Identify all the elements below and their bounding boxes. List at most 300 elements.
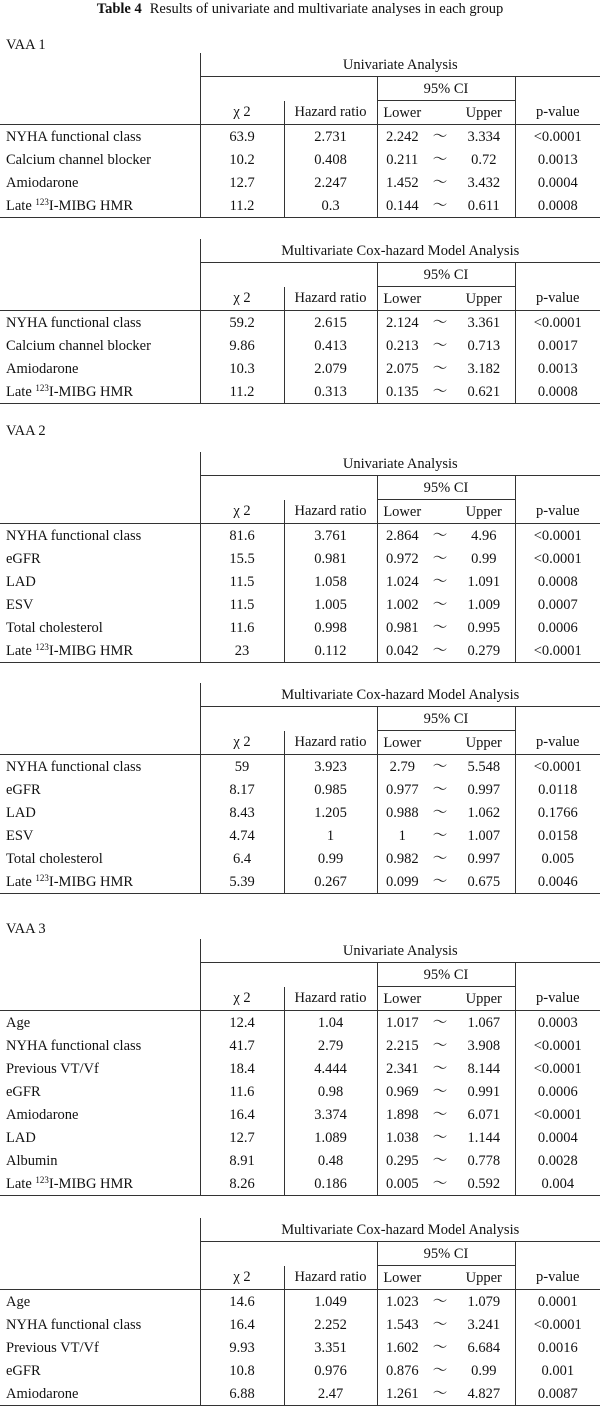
p-value-header: p-value xyxy=(515,731,600,755)
header-blank xyxy=(0,287,200,311)
ci-upper-value: 1.091 xyxy=(467,573,501,590)
header-blank xyxy=(0,263,200,287)
ci-lower-value: 0.972 xyxy=(377,547,427,570)
p-value: 0.005 xyxy=(515,847,600,870)
ci-lower-value: 0.969 xyxy=(377,1080,427,1103)
chi-square-value: 11.5 xyxy=(200,570,284,593)
ci-lower-value: 0.876 xyxy=(377,1359,427,1382)
ci-lower-value: 0.988 xyxy=(377,801,427,824)
header-blank xyxy=(0,77,200,101)
ci-lower-value: 0.981 xyxy=(377,616,427,639)
p-value: 0.1766 xyxy=(515,801,600,824)
chi-square-value: 8.26 xyxy=(200,1172,284,1196)
ci-lower-value: 2.864 xyxy=(377,524,427,548)
table-row xyxy=(0,1359,600,1382)
variable-name: NYHA functional class xyxy=(6,758,142,775)
tilde-separator: ～ xyxy=(432,314,448,331)
tilde-separator: ～ xyxy=(432,1293,448,1310)
chi-square-value: 11.2 xyxy=(200,380,284,404)
p-value: 0.0046 xyxy=(515,870,600,894)
upper-header: Upper xyxy=(453,1266,515,1290)
tilde-separator: ～ xyxy=(432,1060,448,1077)
chi-square-value: 10.8 xyxy=(200,1359,284,1382)
ci-lower-value: 2.124 xyxy=(377,311,427,335)
hazard-ratio-value: 2.615 xyxy=(284,311,377,335)
header-blank xyxy=(0,939,200,963)
header-blank xyxy=(427,287,453,311)
ci-lower-value: 2.075 xyxy=(377,357,427,380)
header-blank xyxy=(427,987,453,1011)
tilde-separator: ～ xyxy=(432,360,448,377)
ci-lower-value: 0.295 xyxy=(377,1149,427,1172)
ci-upper-value: 0.778 xyxy=(467,1152,501,1169)
p-value-header: p-value xyxy=(515,987,600,1011)
tilde-separator: ～ xyxy=(432,1316,448,1333)
chi-square-value: 5.39 xyxy=(200,870,284,894)
table-row xyxy=(0,311,600,335)
table-row xyxy=(0,616,600,639)
variable-name: NYHA functional class xyxy=(6,1037,142,1054)
header-blank xyxy=(200,263,377,287)
tilde-separator: ～ xyxy=(432,527,448,544)
hazard-ratio-value: 1.005 xyxy=(284,593,377,616)
hazard-ratio-value: 0.98 xyxy=(284,1080,377,1103)
hazard-ratio-value: 1.205 xyxy=(284,801,377,824)
table-row xyxy=(0,570,600,593)
ci-lower-value: 1.602 xyxy=(377,1336,427,1359)
p-value: 0.0007 xyxy=(515,593,600,616)
table-row xyxy=(0,1290,600,1314)
chi-square-value: 10.3 xyxy=(200,357,284,380)
header-blank xyxy=(0,707,200,731)
hazard-ratio-value: 2.79 xyxy=(284,1034,377,1057)
chi-square-value: 12.7 xyxy=(200,171,284,194)
chi-square-header: χ 2 xyxy=(200,1266,284,1290)
ci-upper-value: 0.675 xyxy=(453,870,515,894)
ci-upper-value: 1.079 xyxy=(467,1293,501,1310)
hazard-ratio-value: 0.313 xyxy=(284,380,377,404)
ci-upper-value: 1.062 xyxy=(467,804,501,821)
variable-name: LAD xyxy=(6,573,36,590)
hazard-ratio-value: 2.079 xyxy=(284,357,377,380)
ci-lower-value: 0.977 xyxy=(377,778,427,801)
p-value: <0.0001 xyxy=(515,524,600,548)
variable-name: Calcium channel blocker xyxy=(6,337,151,354)
hazard-ratio-header: Hazard ratio xyxy=(284,101,377,125)
p-value: 0.0158 xyxy=(515,824,600,847)
variable-name: Amiodarone xyxy=(0,1382,200,1406)
variable-name: Previous VT/Vf xyxy=(6,1339,99,1356)
variable-name: eGFR xyxy=(6,781,41,798)
tilde-separator: ～ xyxy=(432,619,448,636)
hazard-ratio-value: 0.186 xyxy=(284,1172,377,1196)
chi-square-value: 41.7 xyxy=(200,1034,284,1057)
ci-lower-value: 1 xyxy=(377,824,427,847)
analysis-title: Univariate Analysis xyxy=(200,53,600,77)
chi-square-value: 8.17 xyxy=(200,778,284,801)
p-value: 0.0003 xyxy=(515,1011,600,1035)
header-blank xyxy=(200,963,377,987)
tilde-separator: ～ xyxy=(427,194,453,218)
p-value-header: p-value xyxy=(515,500,600,524)
p-value: 0.0017 xyxy=(515,334,600,357)
hazard-ratio-value: 1.058 xyxy=(284,570,377,593)
table-number: Table 4 xyxy=(96,1,142,17)
ci-upper-value: 0.997 xyxy=(467,850,501,867)
p-value: <0.0001 xyxy=(515,755,600,779)
ci-upper-value: 4.96 xyxy=(471,527,497,544)
upper-header: Upper xyxy=(453,731,515,755)
analysis-title: Univariate Analysis xyxy=(200,452,600,476)
chi-square-value: 8.91 xyxy=(200,1149,284,1172)
tilde-separator: ～ xyxy=(432,1106,448,1123)
ci-lower-value: 1.543 xyxy=(377,1313,427,1336)
header-blank xyxy=(427,101,453,125)
ci-upper-value: 3.361 xyxy=(467,314,501,331)
hazard-ratio-header: Hazard ratio xyxy=(284,731,377,755)
ci-header: 95% CI xyxy=(377,476,515,500)
variable-name: Age xyxy=(6,1014,31,1031)
table-row xyxy=(0,380,600,404)
ci-lower-value: 2.242 xyxy=(377,125,427,149)
chi-square-value: 12.4 xyxy=(200,1011,284,1035)
header-blank xyxy=(0,53,200,77)
hazard-ratio-value: 3.351 xyxy=(284,1336,377,1359)
ci-upper-value: 3.241 xyxy=(467,1316,501,1333)
hazard-ratio-value: 1.049 xyxy=(284,1290,377,1314)
header-blank xyxy=(0,963,200,987)
ci-upper-value: 3.432 xyxy=(467,174,501,191)
table-row xyxy=(0,1034,600,1057)
variable-name: LAD xyxy=(6,804,36,821)
p-value: 0.0008 xyxy=(515,570,600,593)
p-value: <0.0001 xyxy=(515,1313,600,1336)
chi-square-value: 9.86 xyxy=(200,334,284,357)
variable-name: ESV xyxy=(6,596,34,613)
variable-name: NYHA functional class xyxy=(6,128,142,145)
table-row xyxy=(0,125,600,149)
hazard-ratio-header: Hazard ratio xyxy=(284,1266,377,1290)
p-value: 0.0001 xyxy=(515,1290,600,1314)
p-value: <0.0001 xyxy=(515,311,600,335)
chi-square-value: 11.6 xyxy=(200,616,284,639)
variable-name: Amiodarone xyxy=(6,174,79,191)
hazard-ratio-value: 3.923 xyxy=(284,755,377,779)
p-value-header: p-value xyxy=(515,1266,600,1290)
ci-lower-value: 0.005 xyxy=(377,1172,427,1196)
tilde-separator: ～ xyxy=(432,128,448,145)
ci-lower-value: 1.024 xyxy=(377,570,427,593)
table-row xyxy=(0,755,600,779)
p-value: <0.0001 xyxy=(515,1103,600,1126)
header-blank xyxy=(427,1266,453,1290)
univariate-table xyxy=(0,53,600,218)
chi-square-header: χ 2 xyxy=(200,287,284,311)
table-row xyxy=(0,1336,600,1359)
chi-square-value: 9.93 xyxy=(200,1336,284,1359)
ci-upper-value: 0.997 xyxy=(467,781,501,798)
analysis-title: Multivariate Cox-hazard Model Analysis xyxy=(200,683,600,707)
header-blank xyxy=(200,476,377,500)
ci-lower-value: 1.452 xyxy=(377,171,427,194)
variable-name: NYHA functional class xyxy=(6,314,142,331)
header-blank xyxy=(0,101,200,125)
table-row xyxy=(0,1057,600,1080)
chi-square-header: χ 2 xyxy=(200,500,284,524)
tilde-separator: ～ xyxy=(427,870,453,894)
chi-square-value: 63.9 xyxy=(200,125,284,149)
header-blank xyxy=(0,987,200,1011)
chi-square-value: 59.2 xyxy=(200,311,284,335)
ci-upper-value: 0.99 xyxy=(471,550,497,567)
tilde-separator: ～ xyxy=(432,827,448,844)
ci-lower-value: 0.135 xyxy=(377,380,427,404)
lower-header: Lower xyxy=(377,287,427,311)
p-value: 0.001 xyxy=(515,1359,600,1382)
ci-lower-value: 0.211 xyxy=(377,148,427,171)
univariate-table xyxy=(0,452,600,663)
tilde-separator: ～ xyxy=(432,850,448,867)
ci-upper-value: 8.144 xyxy=(467,1060,501,1077)
lower-header: Lower xyxy=(377,500,427,524)
p-value: 0.0013 xyxy=(515,148,600,171)
ci-upper-value: 0.991 xyxy=(467,1083,501,1100)
p-value: 0.0028 xyxy=(515,1149,600,1172)
p-value: 0.0008 xyxy=(515,194,600,218)
header-blank xyxy=(0,1266,200,1290)
tilde-separator: ～ xyxy=(432,1037,448,1054)
ci-upper-value: 1.009 xyxy=(467,596,501,613)
ci-lower-value: 2.79 xyxy=(377,755,427,779)
table-row xyxy=(0,1382,600,1406)
chi-square-value: 6.4 xyxy=(200,847,284,870)
ci-upper-value: 0.995 xyxy=(467,619,501,636)
lower-header: Lower xyxy=(377,1266,427,1290)
ci-upper-value: 1.144 xyxy=(467,1129,501,1146)
tilde-separator: ～ xyxy=(432,781,448,798)
tilde-separator: ～ xyxy=(432,1152,448,1169)
tilde-separator: ～ xyxy=(432,1014,448,1031)
chi-square-value: 11.5 xyxy=(200,593,284,616)
chi-square-value: 8.43 xyxy=(200,801,284,824)
ci-lower-value: 2.215 xyxy=(377,1034,427,1057)
header-blank xyxy=(515,476,600,500)
p-value: <0.0001 xyxy=(515,1057,600,1080)
hazard-ratio-value: 0.48 xyxy=(284,1149,377,1172)
hazard-ratio-value: 3.374 xyxy=(284,1103,377,1126)
header-blank xyxy=(0,1218,200,1242)
tilde-separator: ～ xyxy=(432,1083,448,1100)
lower-header: Lower xyxy=(377,101,427,125)
table-row xyxy=(0,547,600,570)
header-blank xyxy=(0,731,200,755)
chi-square-value: 16.4 xyxy=(200,1103,284,1126)
p-value: 0.0006 xyxy=(515,616,600,639)
p-value: 0.0004 xyxy=(515,1126,600,1149)
table-row xyxy=(0,824,600,847)
table-row xyxy=(0,334,600,357)
ci-upper-value: 1.007 xyxy=(467,827,501,844)
ci-header: 95% CI xyxy=(377,263,515,287)
chi-square-value: 11.6 xyxy=(200,1080,284,1103)
analysis-title: Multivariate Cox-hazard Model Analysis xyxy=(200,1218,600,1242)
variable-name: Amiodarone xyxy=(6,1106,79,1123)
tilde-separator: ～ xyxy=(432,550,448,567)
hazard-ratio-value: 0.267 xyxy=(284,870,377,894)
chi-square-value: 16.4 xyxy=(200,1313,284,1336)
chi-square-header: χ 2 xyxy=(200,987,284,1011)
hazard-ratio-value: 1.04 xyxy=(284,1011,377,1035)
ci-upper-value: 4.827 xyxy=(453,1382,515,1406)
table-row xyxy=(0,1103,600,1126)
tilde-separator: ～ xyxy=(432,758,448,775)
header-blank xyxy=(0,500,200,524)
header-blank xyxy=(200,1242,377,1266)
header-blank xyxy=(427,500,453,524)
p-value: 0.0118 xyxy=(515,778,600,801)
ci-header: 95% CI xyxy=(377,963,515,987)
lower-header: Lower xyxy=(377,731,427,755)
header-blank xyxy=(515,77,600,101)
table-row xyxy=(0,1149,600,1172)
p-value: 0.0016 xyxy=(515,1336,600,1359)
variable-name: Age xyxy=(6,1293,31,1310)
hazard-ratio-value: 2.731 xyxy=(284,125,377,149)
table-row xyxy=(0,524,600,548)
variable-name: ESV xyxy=(6,827,34,844)
table-row xyxy=(0,1080,600,1103)
group-label: VAA 1 xyxy=(6,37,46,53)
table-caption xyxy=(0,0,600,18)
hazard-ratio-value: 4.444 xyxy=(284,1057,377,1080)
p-value: 0.0008 xyxy=(515,380,600,404)
hazard-ratio-header: Hazard ratio xyxy=(284,987,377,1011)
chi-square-value: 11.2 xyxy=(200,194,284,218)
ci-upper-value: 5.548 xyxy=(467,758,501,775)
ci-upper-value: 3.182 xyxy=(467,360,501,377)
variable-name: Late $^{123}$I-MIBG HMR xyxy=(0,194,200,218)
analysis-title: Univariate Analysis xyxy=(200,939,600,963)
table-row xyxy=(0,639,600,663)
hazard-ratio-value: 0.985 xyxy=(284,778,377,801)
table-row xyxy=(0,148,600,171)
upper-header: Upper xyxy=(453,500,515,524)
ci-upper-value: 0.72 xyxy=(471,151,497,168)
ci-lower-value: 1.261 xyxy=(377,1382,427,1406)
ci-upper-value: 0.621 xyxy=(453,380,515,404)
ci-lower-value: 0.982 xyxy=(377,847,427,870)
ci-upper-value: 0.99 xyxy=(471,1362,497,1379)
tilde-separator: ～ xyxy=(432,596,448,613)
ci-lower-value: 0.144 xyxy=(377,194,427,218)
chi-square-value: 6.88 xyxy=(200,1382,284,1406)
table-title: Results of univariate and multivariate analyses in each group xyxy=(149,1,504,17)
chi-square-value: 23 xyxy=(200,639,284,663)
tilde-separator: ～ xyxy=(432,1362,448,1379)
table-row xyxy=(0,357,600,380)
p-value: <0.0001 xyxy=(515,639,600,663)
variable-name: eGFR xyxy=(6,1083,41,1100)
header-blank xyxy=(0,239,200,263)
ci-upper-value: 0.611 xyxy=(453,194,515,218)
p-value: 0.0004 xyxy=(515,171,600,194)
univariate-table xyxy=(0,939,600,1196)
variable-name: Late $^{123}$I-MIBG HMR xyxy=(0,870,200,894)
header-blank xyxy=(0,452,200,476)
lower-header: Lower xyxy=(377,987,427,1011)
header-blank xyxy=(0,476,200,500)
ci-lower-value: 0.213 xyxy=(377,334,427,357)
tilde-separator: ～ xyxy=(432,1339,448,1356)
ci-lower-value: 1.017 xyxy=(377,1011,427,1035)
ci-lower-value: 1.038 xyxy=(377,1126,427,1149)
tilde-separator: ～ xyxy=(432,151,448,168)
chi-square-value: 15.5 xyxy=(200,547,284,570)
ci-lower-value: 2.341 xyxy=(377,1057,427,1080)
ci-lower-value: 1.898 xyxy=(377,1103,427,1126)
ci-lower-value: 1.023 xyxy=(377,1290,427,1314)
analysis-title: Multivariate Cox-hazard Model Analysis xyxy=(200,239,600,263)
ci-upper-value: 3.908 xyxy=(467,1037,501,1054)
ci-upper-value: 3.334 xyxy=(467,128,501,145)
ci-upper-value: 6.071 xyxy=(467,1106,501,1123)
ci-header: 95% CI xyxy=(377,1242,515,1266)
upper-header: Upper xyxy=(453,987,515,1011)
hazard-ratio-header: Hazard ratio xyxy=(284,287,377,311)
hazard-ratio-value: 0.112 xyxy=(284,639,377,663)
ci-upper-value: 0.592 xyxy=(453,1172,515,1196)
table-row xyxy=(0,778,600,801)
multivariate-table xyxy=(0,683,600,894)
chi-square-header: χ 2 xyxy=(200,731,284,755)
table-row xyxy=(0,1313,600,1336)
hazard-ratio-value: 1 xyxy=(284,824,377,847)
hazard-ratio-value: 1.089 xyxy=(284,1126,377,1149)
table-row xyxy=(0,1011,600,1035)
header-blank xyxy=(515,1242,600,1266)
table-row xyxy=(0,1126,600,1149)
header-blank xyxy=(200,707,377,731)
p-value: 0.004 xyxy=(515,1172,600,1196)
ci-upper-value: 0.713 xyxy=(467,337,501,354)
variable-name: Calcium channel blocker xyxy=(6,151,151,168)
variable-name: NYHA functional class xyxy=(6,527,142,544)
variable-name: Total cholesterol xyxy=(6,619,103,636)
variable-name: Previous VT/Vf xyxy=(6,1060,99,1077)
ci-lower-value: 1.002 xyxy=(377,593,427,616)
table-row xyxy=(0,801,600,824)
ci-upper-value: 6.684 xyxy=(467,1339,501,1356)
table-row xyxy=(0,171,600,194)
tilde-separator: ～ xyxy=(427,639,453,663)
variable-name: Amiodarone xyxy=(6,360,79,377)
chi-square-value: 18.4 xyxy=(200,1057,284,1080)
ci-upper-value: 1.067 xyxy=(467,1014,501,1031)
tilde-separator: ～ xyxy=(432,337,448,354)
hazard-ratio-value: 2.252 xyxy=(284,1313,377,1336)
p-value: 0.0006 xyxy=(515,1080,600,1103)
chi-square-value: 81.6 xyxy=(200,524,284,548)
tilde-separator: ～ xyxy=(427,380,453,404)
multivariate-table xyxy=(0,1218,600,1406)
header-blank xyxy=(515,963,600,987)
p-value: <0.0001 xyxy=(515,1034,600,1057)
variable-name: Albumin xyxy=(6,1152,58,1169)
header-blank xyxy=(515,707,600,731)
tilde-separator: ～ xyxy=(432,174,448,191)
hazard-ratio-value: 0.981 xyxy=(284,547,377,570)
hazard-ratio-header: Hazard ratio xyxy=(284,500,377,524)
